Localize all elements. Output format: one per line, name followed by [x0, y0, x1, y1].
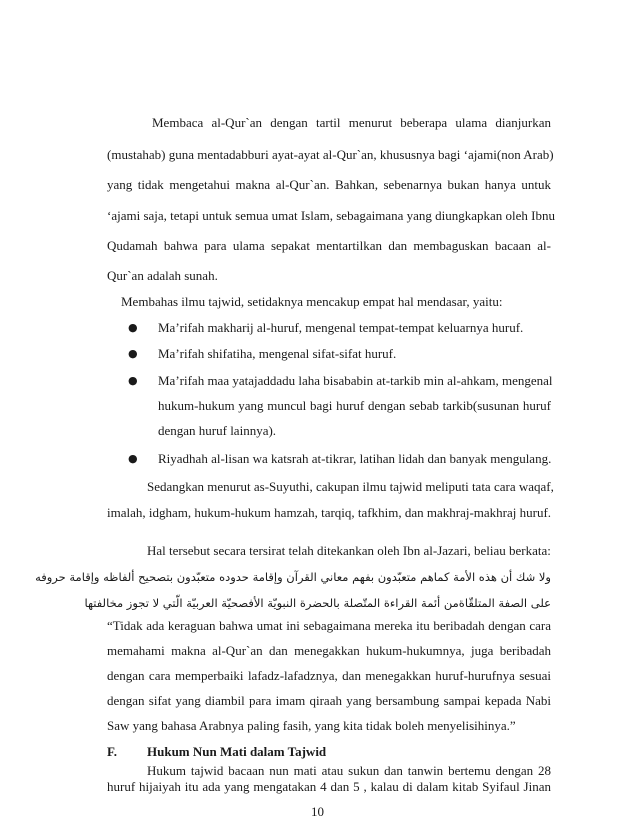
para3-line-1: Sedangkan menurut as-Suyuthi, cakupan ilmu tajwid meliputi tata cara waqaf,: [147, 479, 554, 494]
section-f-letter: F.: [107, 743, 117, 759]
para4-intro: Hal tersebut secara tersirat telah ditekankan oleh Ibn al-Jazari, beliau berkata:: [147, 543, 551, 559]
bullet-2-text: Ma’rifah shifatiha, mengenal sifat-sifat huruf.: [158, 345, 397, 361]
bullet-3-line-2: hukum-hukum yang muncul bagi huruf dengan sebab tarkib(susunan huruf: [158, 397, 551, 413]
para1-line-4: ‘ajami saja, tetapi untuk semua umat Islam, sebagaimana yang diungkapkan oleh Ibnu: [107, 207, 556, 223]
para1-line-6: Qur`an adalah sunah.: [107, 268, 218, 284]
bullet-4: ●: [128, 452, 138, 466]
bullet-3: ●: [128, 373, 138, 387]
para1-line-3: yang tidak mengetahui makna al-Qur`an. Bahkan, sebenarnya bukan hanya untuk: [107, 177, 551, 193]
bullet-2: ●: [128, 346, 138, 360]
translation-line-1: “Tidak ada keraguan bahwa umat ini sebagaimana mereka itu beribadah dengan cara: [107, 618, 551, 633]
bullet-1-text: Ma’rifah makharij al-huruf, mengenal tempat-tempat keluarnya huruf.: [158, 319, 524, 335]
section-f-title: Hukum Nun Mati dalam Tajwid: [147, 743, 327, 759]
translation-line-5: Saw yang bahasa Arabnya paling fasih, yang kita tidak boleh menyelisihinya.”: [107, 717, 516, 733]
translation-line-2: memahami makna al-Qur`an dan menegakkan hukum-hukumnya, juga beribadah: [107, 643, 551, 658]
translation-line-3: dengan cara memperbaiki lafadz-lafadznya, dan menegakkan huruf-hurufnya sesuai: [107, 667, 551, 683]
bullet-3-line-1: Ma’rifah maa yatajaddadu laha bisababin at-tarkib min al-ahkam, mengenal: [158, 372, 553, 388]
section-f-line-1: Hukum tajwid bacaan nun mati atau sukun dan tanwin bertemu dengan 28: [147, 762, 551, 778]
section-f-line-2: huruf hijaiyah itu ada yang mengatakan 4 dan 5 , kalau di dalam kitab Syifaul Jinan: [107, 779, 551, 795]
arabic-quote-line-2: على الصفة المتلقّاةمن أئمة القراءة المتّصلة بالحضرة النبويّة الأفصحيّة العربيّة الّتي لا تجوز مخالفتها: [84, 596, 551, 610]
para2-intro: Membahas ilmu tajwid, setidaknya mencakup empat hal mendasar, yaitu:: [121, 294, 503, 309]
arabic-quote-line-1: ولا شك أن هذه الأمة كماهم متعبّدون بفهم معاني القرآن وإقامة حدوده متعبّدون بتصحيح ألفاظه وإقامة حروفه: [35, 570, 551, 585]
bullet-1: ●: [128, 320, 138, 334]
para1-line-2: (mustahab) guna mentadabburi ayat-ayat al-Qur`an, khususnya bagi ‘ajami(non Arab): [107, 147, 554, 163]
para3-line-2: imalah, idgham, hukum-hukum hamzah, tarqiq, tafkhim, dan makhraj-makhraj huruf.: [107, 504, 552, 520]
bullet-4-text: Riyadhah al-lisan wa katsrah at-tikrar, latihan lidah dan banyak mengulang.: [158, 451, 552, 467]
para1-line-1: Membaca al-Qur`an dengan tartil menurut beberapa ulama dianjurkan: [152, 114, 551, 130]
translation-line-4: dengan sifat yang diambil para imam qiraah yang bersambung sampai kepada Nabi: [107, 692, 551, 708]
para1-line-5: Qudamah bahwa para ulama sepakat mentartilkan dan membaguskan bacaan al-: [107, 238, 551, 254]
bullet-3-line-3: dengan huruf lainnya).: [158, 422, 277, 438]
page-number: 10: [311, 804, 324, 819]
